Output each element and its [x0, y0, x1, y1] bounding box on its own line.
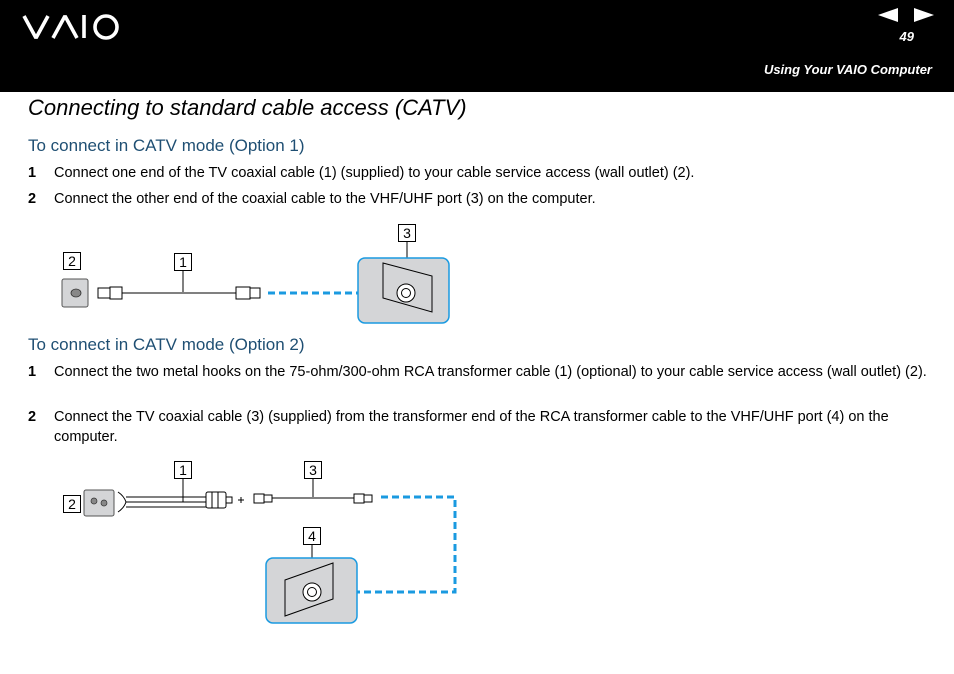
step-number: 1	[28, 165, 37, 181]
step-number: 1	[28, 364, 37, 380]
coax-cable-icon	[98, 287, 260, 299]
section-title[interactable]: Using Your VAIO Computer	[763, 62, 932, 77]
svg-text:1: 1	[179, 254, 187, 270]
page-title: Connecting to standard cable access (CATV)	[28, 95, 467, 120]
callout-2	[64, 253, 81, 270]
option2-heading: To connect in CATV mode (Option 2)	[28, 335, 305, 354]
svg-text:1: 1	[179, 462, 187, 478]
svg-text:2: 2	[68, 253, 76, 269]
step-text: Connect the two metal hooks on the 75-ohm/300-ohm RCA transformer cable (1) (optional) to your cable service access (wall outlet) (2).	[54, 364, 927, 380]
option1-heading: To connect in CATV mode (Option 1)	[28, 136, 305, 155]
callout-2	[64, 496, 81, 513]
callout-4	[304, 528, 321, 545]
rca-transformer-cable-icon	[118, 492, 244, 512]
next-page-arrow-icon[interactable]	[914, 8, 934, 22]
step-number: 2	[28, 191, 37, 207]
callout-3	[305, 462, 322, 479]
option2-connection-diagram	[0, 455, 954, 630]
previous-page-arrow-icon[interactable]	[878, 8, 898, 22]
svg-text:3: 3	[403, 225, 411, 241]
connection-dashed-line	[342, 497, 455, 592]
callout-1	[175, 462, 192, 479]
callout-1	[175, 254, 192, 271]
step-number: 2	[28, 409, 37, 425]
vhf-uhf-port-panel	[358, 258, 449, 323]
page-number: 49	[899, 29, 914, 44]
vhf-uhf-port-panel	[266, 558, 357, 623]
step-text: Connect the other end of the coaxial cable to the VHF/UHF port (3) on the computer.	[54, 191, 596, 207]
wall-outlet-with-hooks-icon	[84, 490, 114, 516]
vaio-logo	[22, 10, 122, 47]
svg-text:2: 2	[68, 496, 76, 512]
svg-text:4: 4	[308, 528, 316, 544]
page-header	[0, 0, 954, 92]
svg-text:3: 3	[309, 462, 317, 478]
callout-3	[399, 225, 416, 242]
option1-connection-diagram	[0, 220, 954, 330]
step-text: Connect the TV coaxial cable (3) (supplied) from the transformer end of the RCA transformer cable to the VHF/UHF port (4) on the computer.	[54, 409, 889, 445]
step-text: Connect one end of the TV coaxial cable (1) (supplied) to your cable service access (wall outlet) (2).	[54, 165, 695, 181]
wall-outlet-icon	[62, 279, 88, 307]
